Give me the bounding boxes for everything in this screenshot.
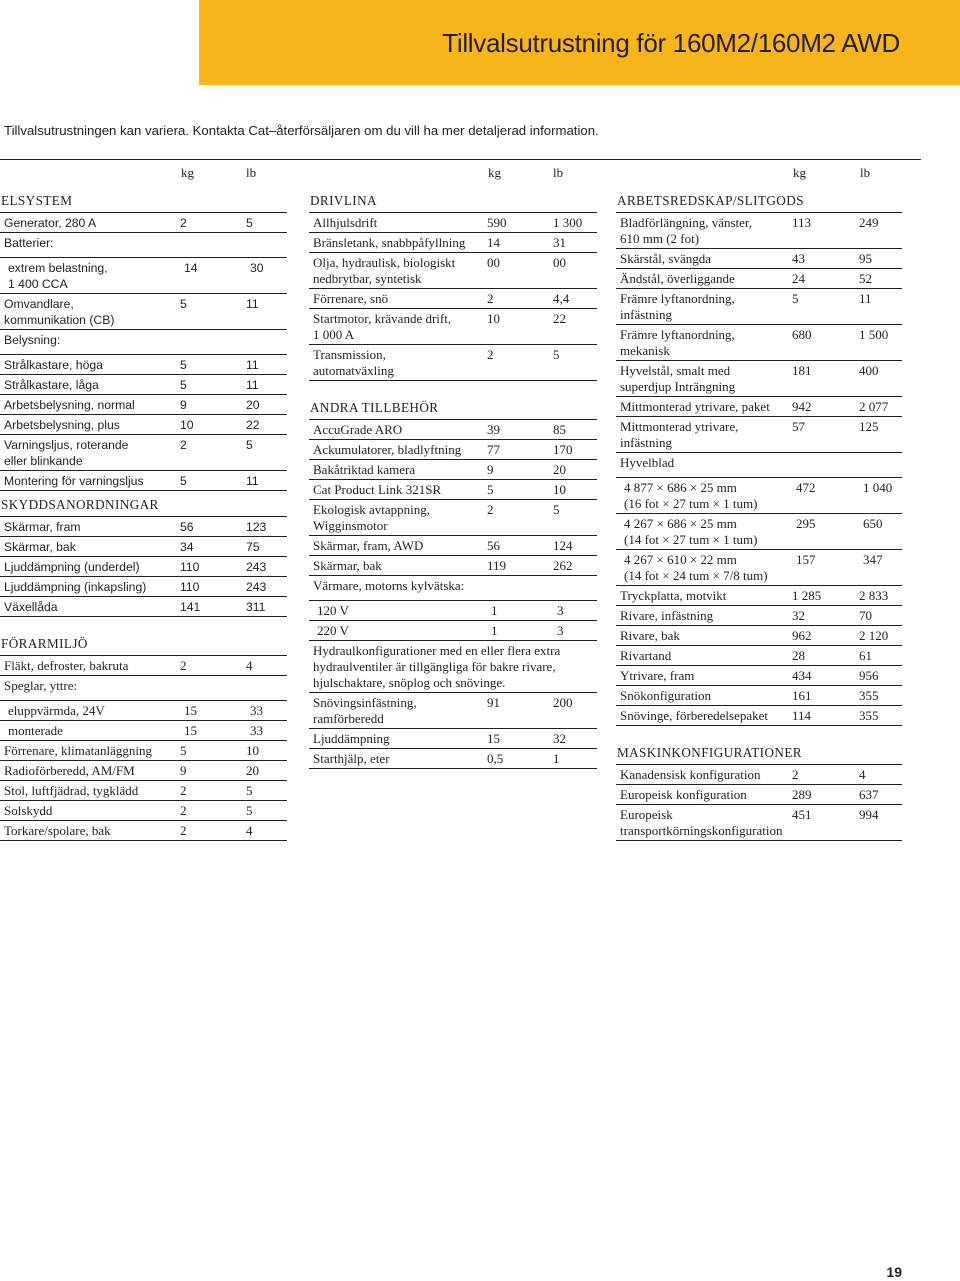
row-label: Strålkastare, låga xyxy=(4,378,99,392)
row-label: Arbetsbelysning, plus xyxy=(4,418,120,432)
row-label: Snövinge, förberedelsepaket xyxy=(620,708,769,723)
row-lb: 994 xyxy=(859,807,879,822)
unit-lb: lb xyxy=(860,165,871,180)
table-row xyxy=(309,576,597,601)
row-label: Cat Product Link 321SR xyxy=(313,482,442,497)
row-label: Allhjulsdrift xyxy=(313,215,378,230)
row-kg xyxy=(180,235,246,251)
row-kg: 15 xyxy=(184,723,197,738)
top-rule xyxy=(0,159,921,160)
table-row xyxy=(309,500,597,536)
row-lb: 20 xyxy=(553,462,566,477)
row-label: Hydraulkonfigurationer med en eller flera extra hydraulventiler är tillgängliga för bakre rivare, hjulschaktare, snöplog och snövinge. xyxy=(313,643,561,690)
unit-kg: kg xyxy=(181,165,194,180)
table-row xyxy=(309,440,597,460)
row-label: Arbetsbelysning, normal xyxy=(4,398,135,412)
row-lb: 32 xyxy=(553,731,566,746)
row-kg: 15 xyxy=(184,703,197,718)
row-label: Rivare, infästning xyxy=(620,608,714,623)
row-lb: 95 xyxy=(859,251,872,266)
row-label: Ljuddämpning (underdel) xyxy=(4,560,140,574)
table-row xyxy=(0,471,287,491)
row-kg: 5 xyxy=(180,297,187,311)
table-row xyxy=(616,269,902,289)
row-label: Skärmar, bak xyxy=(4,540,76,554)
row-lb: 5 xyxy=(246,216,253,230)
row-label: Fläkt, defroster, bakruta xyxy=(4,658,129,673)
row-lb: 70 xyxy=(859,608,872,623)
table-row xyxy=(0,517,287,537)
section-heading: DRIVLINA xyxy=(309,192,597,213)
row-label: Rivare, bak xyxy=(620,628,680,643)
column-2 xyxy=(309,163,597,769)
row-kg: 2 xyxy=(180,438,187,452)
row-lb: 347 xyxy=(863,552,883,567)
row-label: Ytrivare, fram xyxy=(620,668,695,683)
table-row xyxy=(616,249,902,269)
table-row xyxy=(616,646,902,666)
table-row xyxy=(0,537,287,557)
row-label: eluppvärmda, 24V xyxy=(8,703,105,718)
table-row xyxy=(0,258,287,294)
row-kg: 472 xyxy=(796,480,816,495)
row-label: 120 V xyxy=(317,603,349,618)
row-lb: 5 xyxy=(246,783,253,798)
row-kg: 119 xyxy=(487,558,507,573)
row-lb: 4 xyxy=(859,767,866,782)
table-row xyxy=(616,397,902,417)
table-row xyxy=(616,213,902,249)
row-kg: 5 xyxy=(487,482,494,497)
row-kg: 0,5 xyxy=(487,751,504,766)
row-label: Transmission, automatväxling xyxy=(313,347,394,378)
row-kg: 10 xyxy=(180,418,194,432)
row-kg: 14 xyxy=(487,235,500,250)
row-kg: 2 xyxy=(487,502,494,517)
row-kg: 5 xyxy=(180,743,187,758)
row-label: Värmare, motorns kylvätska: xyxy=(313,578,465,593)
row-kg xyxy=(180,678,246,694)
row-label: Växellåda xyxy=(4,600,58,614)
row-lb: 33 xyxy=(250,723,263,738)
row-label: Förrenare, klimatanläggning xyxy=(4,743,153,758)
table-row xyxy=(309,729,597,749)
row-kg: 295 xyxy=(796,516,816,531)
row-kg: 9 xyxy=(487,462,494,477)
row-label: Ljuddämpning (inkapsling) xyxy=(4,580,147,594)
row-label: Europeisk konfiguration xyxy=(620,787,747,802)
row-lb: 5 xyxy=(246,803,253,818)
row-lb: 400 xyxy=(859,363,879,378)
row-lb: 125 xyxy=(859,419,879,434)
row-kg: 289 xyxy=(792,787,812,802)
row-label: Bladförlängning, vänster, 610 mm (2 fot) xyxy=(620,215,752,246)
table-row xyxy=(616,325,902,361)
row-label: Radioförberedd, AM/FM xyxy=(4,763,135,778)
row-lb: 124 xyxy=(553,538,573,553)
table-row xyxy=(309,233,597,253)
row-label: Främre lyftanordning, mekanisk xyxy=(620,327,735,358)
section-heading: FÖRARMILJÖ xyxy=(0,635,287,656)
table-row xyxy=(0,701,287,721)
table-row xyxy=(0,597,287,617)
row-lb: 5 xyxy=(553,347,560,362)
row-lb: 249 xyxy=(859,215,879,230)
row-lb: 355 xyxy=(859,708,879,723)
row-kg: 5 xyxy=(180,378,187,392)
row-lb: 1 040 xyxy=(863,480,893,495)
table-row xyxy=(616,478,902,514)
row-kg: 5 xyxy=(180,474,187,488)
table-row xyxy=(0,330,287,355)
table-row xyxy=(0,395,287,415)
row-label: Bränsletank, snabbpåfyllning xyxy=(313,235,466,250)
table-row xyxy=(309,460,597,480)
row-kg: 9 xyxy=(180,398,187,412)
table-row xyxy=(0,557,287,577)
row-lb: 1 300 xyxy=(553,215,583,230)
table-row xyxy=(0,213,287,233)
row-kg: 77 xyxy=(487,442,500,457)
section-heading: ELSYSTEM xyxy=(0,192,287,213)
row-lb: 5 xyxy=(246,438,253,452)
row-kg: 2 xyxy=(487,347,494,362)
row-lb: 11 xyxy=(246,378,259,392)
row-label: 4 267 × 686 × 25 mm (14 fot × 27 tum × 1 tum) xyxy=(624,516,758,547)
row-kg: 161 xyxy=(792,688,812,703)
row-kg: 434 xyxy=(792,668,812,683)
row-kg: 91 xyxy=(487,695,500,710)
units-header xyxy=(0,163,287,187)
table-row xyxy=(616,606,902,626)
row-lb: 22 xyxy=(553,311,566,326)
row-kg: 962 xyxy=(792,628,812,643)
row-kg: 14 xyxy=(184,261,198,275)
section-heading: MASKINKONFIGURATIONER xyxy=(616,744,902,765)
row-kg: 39 xyxy=(487,422,500,437)
row-label: Montering för varningsljus xyxy=(4,474,144,488)
table-row xyxy=(0,294,287,330)
row-lb: 00 xyxy=(553,255,566,270)
row-kg: 2 xyxy=(180,783,187,798)
row-lb: 10 xyxy=(246,743,259,758)
row-label: Varningsljus, roterande eller blinkande xyxy=(4,438,129,468)
table-row xyxy=(309,621,597,641)
row-kg: 57 xyxy=(792,419,805,434)
page-number: 19 xyxy=(886,1264,902,1280)
row-kg: 157 xyxy=(796,552,816,567)
row-label: Ändstål, överliggande xyxy=(620,271,735,286)
table-row xyxy=(309,480,597,500)
section-heading: ARBETSREDSKAP/SLITGODS xyxy=(616,192,902,213)
row-lb: 85 xyxy=(553,422,566,437)
row-lb: 52 xyxy=(859,271,872,286)
row-lb: 11 xyxy=(246,474,259,488)
title-banner xyxy=(199,0,960,85)
row-kg: 113 xyxy=(792,215,812,230)
unit-kg: kg xyxy=(488,165,501,180)
table-row xyxy=(309,253,597,289)
page-title: Tillvalsutrustning för 160M2/160M2 AWD xyxy=(442,28,900,58)
row-kg: 590 xyxy=(487,215,507,230)
row-label: Ljuddämpning xyxy=(313,731,390,746)
table-row xyxy=(0,821,287,841)
row-lb: 170 xyxy=(553,442,573,457)
table-row xyxy=(0,577,287,597)
row-label: Tryckplatta, motvikt xyxy=(620,588,727,603)
table-row xyxy=(616,361,902,397)
row-label: 4 877 × 686 × 25 mm (16 fot × 27 tum × 1 tum) xyxy=(624,480,758,511)
row-label: Skärstål, svängda xyxy=(620,251,711,266)
row-kg: 5 xyxy=(180,358,187,372)
row-lb: 11 xyxy=(246,297,259,311)
table-row xyxy=(309,289,597,309)
row-kg: 9 xyxy=(180,763,187,778)
row-kg: 110 xyxy=(180,560,200,574)
row-label: extrem belastning, 1 400 CCA xyxy=(8,261,108,291)
row-lb: 650 xyxy=(863,516,883,531)
row-label: 4 267 × 610 × 22 mm (14 fot × 24 tum × 7/8 tum) xyxy=(624,552,768,583)
table-row xyxy=(616,666,902,686)
row-lb: 2 120 xyxy=(859,628,889,643)
row-kg: 141 xyxy=(180,600,201,614)
table-row xyxy=(309,536,597,556)
row-kg: 181 xyxy=(792,363,812,378)
row-label: Förrenare, snö xyxy=(313,291,389,306)
table-row xyxy=(616,586,902,606)
row-label: Mittmonterad ytrivare, infästning xyxy=(620,419,739,450)
section-heading: SKYDDSANORDNINGAR xyxy=(0,496,287,517)
row-lb: 22 xyxy=(246,418,260,432)
unit-kg: kg xyxy=(793,165,806,180)
row-kg: 942 xyxy=(792,399,812,414)
row-lb: 200 xyxy=(553,695,573,710)
row-lb: 20 xyxy=(246,763,259,778)
column-1 xyxy=(0,163,287,841)
row-lb: 243 xyxy=(246,560,267,574)
row-label: Strålkastare, höga xyxy=(4,358,103,372)
row-label: Skärmar, bak xyxy=(313,558,382,573)
row-lb: 1 500 xyxy=(859,327,889,342)
row-kg: 1 285 xyxy=(792,588,822,603)
row-kg: 2 xyxy=(792,767,799,782)
row-label: Europeisk transportkörningskonfiguration xyxy=(620,807,783,838)
row-label: Rivartand xyxy=(620,648,672,663)
table-row xyxy=(0,761,287,781)
unit-lb: lb xyxy=(553,165,564,180)
row-kg: 2 xyxy=(180,823,187,838)
row-label: Solskydd xyxy=(4,803,53,818)
row-lb: 956 xyxy=(859,668,879,683)
table-row xyxy=(309,213,597,233)
row-lb: 61 xyxy=(859,648,872,663)
row-lb: 2 833 xyxy=(859,588,889,603)
row-kg: 2 xyxy=(180,803,187,818)
row-kg: 680 xyxy=(792,327,812,342)
row-lb: 75 xyxy=(246,540,260,554)
row-lb: 262 xyxy=(553,558,573,573)
table-row xyxy=(0,355,287,375)
row-label: Ekologisk avtappning, Wigginsmotor xyxy=(313,502,430,533)
row-lb: 4 xyxy=(246,823,253,838)
row-label: Ackumulatorer, bladlyftning xyxy=(313,442,462,457)
table-row xyxy=(616,626,902,646)
row-kg xyxy=(180,332,246,348)
table-row xyxy=(0,233,287,258)
table-row xyxy=(0,656,287,676)
table-row xyxy=(616,514,902,550)
row-label: Skärmar, fram xyxy=(4,520,81,534)
row-label: Startmotor, krävande drift, 1 000 A xyxy=(313,311,452,342)
row-lb: 30 xyxy=(250,261,264,275)
row-label: Kanadensisk konfiguration xyxy=(620,767,761,782)
table-row xyxy=(0,676,287,701)
row-lb: 4 xyxy=(246,658,253,673)
row-label: Snövingsinfästning, ramförberedd xyxy=(313,695,417,726)
row-lb: 2 077 xyxy=(859,399,889,414)
row-lb: 11 xyxy=(859,291,872,306)
row-label: Hyvelblad xyxy=(620,455,675,470)
row-kg: 2 xyxy=(487,291,494,306)
row-lb: 311 xyxy=(246,600,266,614)
row-lb: 3 xyxy=(557,603,564,618)
column-3 xyxy=(616,163,902,841)
table-row xyxy=(616,417,902,453)
row-lb: 20 xyxy=(246,398,260,412)
unit-lb: lb xyxy=(246,165,257,180)
row-label: Olja, hydraulisk, biologiskt nedbrytbar, syntetisk xyxy=(313,255,456,286)
row-lb: 31 xyxy=(553,235,566,250)
row-label: Torkare/spolare, bak xyxy=(4,823,111,838)
row-label: 220 V xyxy=(317,623,349,638)
row-kg: 00 xyxy=(487,255,500,270)
row-label: Batterier: xyxy=(4,236,54,250)
row-label: Främre lyftanordning, infästning xyxy=(620,291,735,322)
row-kg: 1 xyxy=(491,603,498,618)
row-lb: 4,4 xyxy=(553,291,570,306)
row-lb: 33 xyxy=(250,703,263,718)
row-lb: 10 xyxy=(553,482,566,497)
table-row xyxy=(309,556,597,576)
row-kg: 451 xyxy=(792,807,812,822)
table-row xyxy=(309,345,597,381)
table-row xyxy=(0,741,287,761)
row-label: Hyvelstål, smalt med superdjup Inträngning xyxy=(620,363,736,394)
row-lb: 3 xyxy=(557,623,564,638)
row-kg: 56 xyxy=(180,520,194,534)
row-kg: 2 xyxy=(180,658,187,673)
row-kg: 43 xyxy=(792,251,805,266)
row-kg: 56 xyxy=(487,538,500,553)
row-label: Belysning: xyxy=(4,333,61,347)
row-kg: 15 xyxy=(487,731,500,746)
table-row xyxy=(0,415,287,435)
row-lb: 5 xyxy=(553,502,560,517)
table-row xyxy=(0,721,287,741)
row-label: Generator, 280 A xyxy=(4,216,97,230)
table-row xyxy=(0,781,287,801)
row-label: Starthjälp, eter xyxy=(313,751,390,766)
table-row xyxy=(616,289,902,325)
table-row xyxy=(309,641,597,693)
row-label: Omvandlare, kommunikation (CB) xyxy=(4,297,115,327)
units-header xyxy=(616,163,902,187)
row-label: AccuGrade ARO xyxy=(313,422,403,437)
row-kg: 32 xyxy=(792,608,805,623)
row-kg: 24 xyxy=(792,271,805,286)
row-lb: 355 xyxy=(859,688,879,703)
row-kg: 110 xyxy=(180,580,200,594)
row-kg: 1 xyxy=(491,623,498,638)
table-row xyxy=(309,749,597,769)
row-lb: 637 xyxy=(859,787,879,802)
row-kg: 5 xyxy=(792,291,799,306)
table-row xyxy=(309,693,597,729)
units-header xyxy=(309,163,597,187)
table-row xyxy=(616,706,902,726)
table-row xyxy=(0,375,287,395)
row-label: Stol, luftfjädrad, tygklädd xyxy=(4,783,139,798)
row-kg xyxy=(792,455,859,471)
table-row xyxy=(616,765,902,785)
row-label: Bakåtriktad kamera xyxy=(313,462,416,477)
row-lb: 243 xyxy=(246,580,267,594)
row-kg: 34 xyxy=(180,540,194,554)
row-label: monterade xyxy=(8,723,63,738)
table-row xyxy=(309,601,597,621)
row-label: Mittmonterad ytrivare, paket xyxy=(620,399,770,414)
row-label: Skärmar, fram, AWD xyxy=(313,538,424,553)
table-row xyxy=(0,435,287,471)
row-kg: 28 xyxy=(792,648,805,663)
table-row xyxy=(616,686,902,706)
section-heading: ANDRA TILLBEHÖR xyxy=(309,399,597,420)
row-label: Snökonfiguration xyxy=(620,688,711,703)
table-row xyxy=(616,550,902,586)
row-label: Speglar, yttre: xyxy=(4,678,78,693)
intro-text: Tillvalsutrustningen kan variera. Kontakta Cat–återförsäljaren om du vill ha mer detaljerad information. xyxy=(4,123,599,138)
row-lb: 1 xyxy=(553,751,560,766)
table-row xyxy=(309,309,597,345)
table-row xyxy=(616,785,902,805)
row-lb: 123 xyxy=(246,520,267,534)
table-row xyxy=(616,805,902,841)
row-lb: 11 xyxy=(246,358,259,372)
row-kg: 2 xyxy=(180,216,187,230)
table-row xyxy=(0,801,287,821)
table-row xyxy=(309,420,597,440)
row-kg: 10 xyxy=(487,311,500,326)
row-kg: 114 xyxy=(792,708,812,723)
table-row xyxy=(616,453,902,478)
